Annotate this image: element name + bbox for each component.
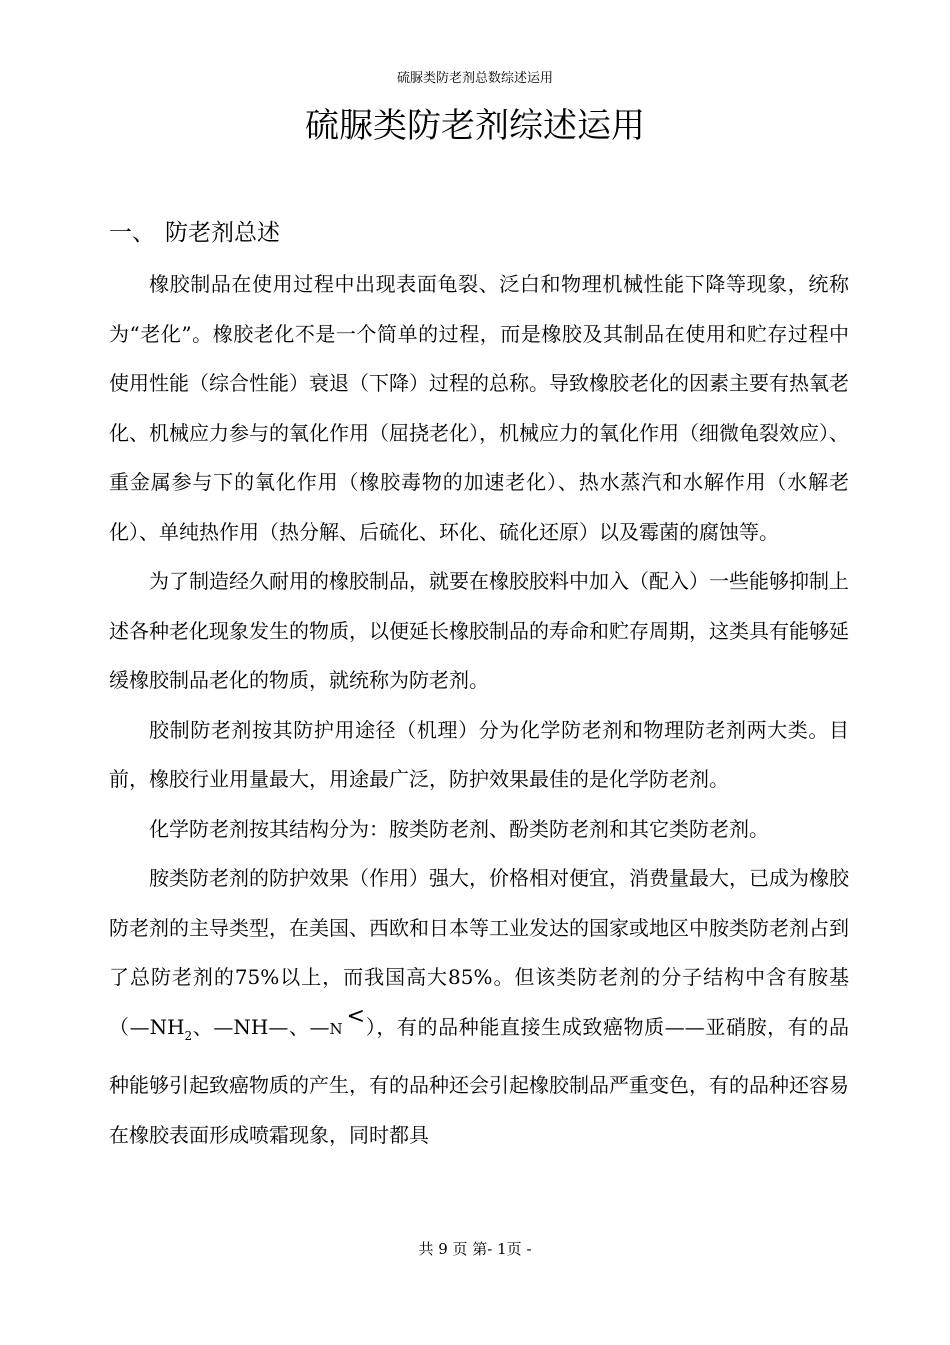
section-heading-text: 防老剂总述	[165, 220, 280, 246]
section-number: 一、	[109, 220, 155, 246]
document-body	[109, 260, 849, 1160]
document-title: 硫脲类防老剂综述运用	[305, 106, 645, 146]
section-heading	[109, 218, 280, 248]
page-footer: 共 9 页 第- 1页 -	[418, 1240, 532, 1258]
paragraph: 橡胶制品在使用过程中出现表面龟裂、泛白和物理机械性能下降等现象，统称为“老化”。橡胶老化不是一个简单的过程，而是橡胶及其制品在使用和贮存过程中使用性能（综合性能）衰退（下降）过程的总称。导致橡胶老化的因素主要有热氧老化、机械应力参与的氧化作用（屈挠老化），机械应力的氧化作用（细微龟裂效应）、重金属参与下的氧化作用（橡胶毒物的加速老化）、热水蒸汽和水解作用（水解老化）、单纯热作用（热分解、后硫化、环化、硫化还原）以及霉菌的腐蚀等。	[109, 272, 849, 544]
paragraph: 胶制防老剂按其防护用途径（机理）分为化学防老剂和物理防老剂两大类。目前，橡胶行业用量最大，用途最广泛，防护效果最佳的是化学防老剂。	[109, 717, 849, 791]
paragraph-text-before-formula: 胺类防老剂的防护效果（作用）强大，价格相对便宜，消费量最大，已成为橡胶防老剂的主导类型，在美国、西欧和日本等工业发达的国家或地区中胺类防老剂占到了总防老剂的75%以上，而我国高大85%。但该类防老剂的分子结构中含有胺基（—NH	[109, 866, 849, 1039]
running-header: 硫脲类防老剂总数综述运用	[396, 71, 553, 86]
paragraph-amine	[109, 854, 849, 1160]
paragraph-text-after-formula: ），有的品种能直接生成致癌物质——亚硝胺，有的品种能够引起致癌物质的产生，有的品种还会引起橡胶制品严重变色，有的品种还容易在橡胶表面形成喷霜现象，同时都具	[109, 1014, 849, 1147]
bond-angle-symbol: <	[346, 1003, 366, 1029]
formula-mid: 、—NH—、—	[192, 1014, 330, 1039]
paragraph: 化学防老剂按其结构分为：胺类防老剂、酚类防老剂和其它类防老剂。	[149, 816, 769, 841]
nitrogen-symbol: N	[329, 1019, 343, 1038]
paragraph: 为了制造经久耐用的橡胶制品，就要在橡胶胶料中加入（配入）一些能够抑制上述各种老化现象发生的物质，以便延长橡胶制品的寿命和贮存周期，这类具有能够延缓橡胶制品老化的物质，就统称为防老剂。	[109, 569, 849, 692]
subscript-2: 2	[184, 1028, 193, 1043]
